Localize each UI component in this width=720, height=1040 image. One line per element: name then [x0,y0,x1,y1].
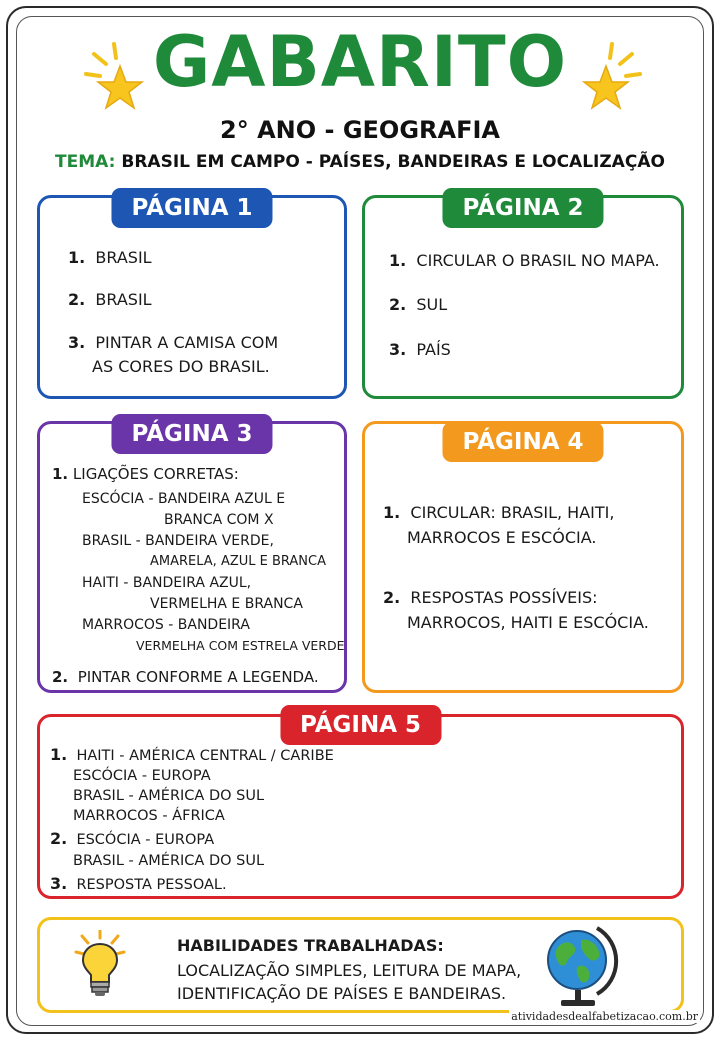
page2-label: PÁGINA 2 [442,188,603,228]
page4-item-1-cont: MARROCOS E ESCÓCIA. [407,528,597,547]
page3-line-5: HAITI - BANDEIRA AZUL, [82,575,252,591]
page4-box [362,421,684,693]
page3-line-2: BRANCA COM X [164,512,274,528]
page-subtitle: 2° ANO - GEOGRAFIA [220,116,500,144]
lightbulb-icon [70,930,130,1007]
theme-line [0,152,720,172]
page5-item-2-line-2: BRASIL - AMÉRICA DO SUL [73,853,265,869]
skills-title: HABILIDADES TRABALHADAS: [177,936,444,955]
page5-label: PÁGINA 5 [280,705,441,745]
theme-label: TEMA: [55,152,116,172]
page3-label: PÁGINA 3 [111,414,272,454]
page5-item-3: 3. RESPOSTA PESSOAL. [50,874,227,893]
page2-item-1: 1. CIRCULAR O BRASIL NO MAPA. [389,251,660,270]
page4-label: PÁGINA 4 [442,422,603,462]
page4-item-2-cont: MARROCOS, HAITI E ESCÓCIA. [407,613,649,632]
skills-box [37,917,684,1013]
page3-box [37,421,347,693]
page3-line-4: AMARELA, AZUL E BRANCA [150,554,326,569]
theme-text: BRASIL EM CAMPO - PAÍSES, BANDEIRAS E LOCALIZAÇÃO [121,152,665,172]
page1-box [37,195,347,399]
page2-item-3: 3. PAÍS [389,340,451,359]
page-title: GABARITO [152,21,568,103]
page3-line-6: VERMELHA E BRANCA [150,596,303,612]
page4-item-2: 2. RESPOSTAS POSSÍVEIS: [383,588,598,607]
skills-line-2: IDENTIFICAÇÃO DE PAÍSES E BANDEIRAS. [177,984,507,1003]
page3-line-1: ESCÓCIA - BANDEIRA AZUL E [82,491,286,507]
page5-item-1-line-3: BRASIL - AMÉRICA DO SUL [73,788,265,804]
page5-box [37,714,684,899]
page5-item-2: 2. ESCÓCIA - EUROPA [50,829,215,848]
page2-item-2: 2. SUL [389,295,448,314]
page3-line-8: VERMELHA COM ESTRELA VERDE [136,638,345,653]
footer-url: atividadesdealfabetizacao.com.br [511,1010,698,1023]
page4-item-1: 1. CIRCULAR: BRASIL, HAITI, [383,503,615,522]
page5-item-1-line-4: MARROCOS - ÁFRICA [73,808,225,824]
page2-box [362,195,684,399]
globe-icon [545,922,619,1017]
page1-label: PÁGINA 1 [111,188,272,228]
page3-line-7: MARROCOS - BANDEIRA [82,617,250,633]
page3-line-3: BRASIL - BANDEIRA VERDE, [82,533,274,549]
page1-item-3: 3. PINTAR A CAMISA COM [68,333,279,352]
page5-item-1-line-2: ESCÓCIA - EUROPA [73,768,211,784]
page1-item-3-cont: AS CORES DO BRASIL. [92,357,270,376]
page5-item-1: 1. HAITI - AMÉRICA CENTRAL / CARIBE [50,745,334,764]
page3-item-2: 2. PINTAR CONFORME A LEGENDA. [52,668,319,686]
page1-item-2: 2. BRASIL [68,290,152,309]
page1-item-1: 1. BRASIL [68,248,152,267]
page3-item-1: 1. LIGAÇÕES CORRETAS: [52,465,239,483]
skills-line-1: LOCALIZAÇÃO SIMPLES, LEITURA DE MAPA, [177,961,522,980]
